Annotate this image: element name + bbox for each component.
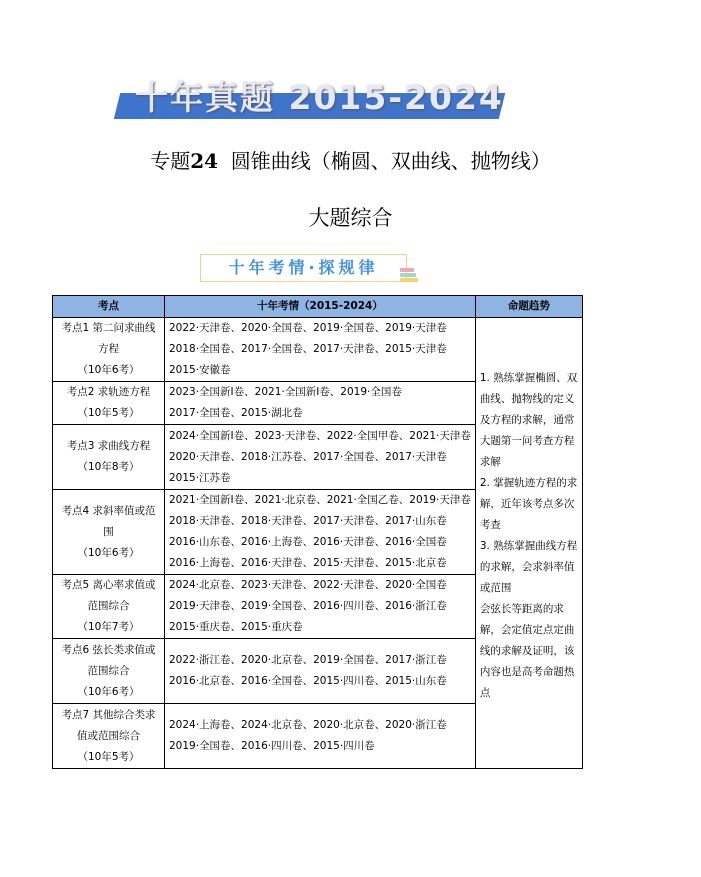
exam-line: 2024·上海卷、2024·北京卷、2020·北京卷、2020·浙江卷: [169, 719, 447, 731]
exams-cell: [165, 490, 476, 575]
point-line: 考点7 其他综合类求: [61, 708, 156, 721]
page-title: [0, 145, 701, 174]
point-cell: [53, 575, 165, 639]
point-line: 考点2 求轨迹方程: [66, 386, 151, 398]
point-line: 范围综合: [87, 600, 130, 612]
exam-line: 2018·天津卷、2018·天津卷、2017·天津卷、2017·山东卷: [169, 515, 447, 527]
exam-line: 2020·天津卷、2018·江苏卷、2017·全国卷、2017·天津卷: [169, 450, 447, 463]
exams-cell: [165, 382, 476, 425]
exam-line: 2018·全国卷、2017·全国卷、2017·天津卷、2015·天津卷: [169, 343, 447, 355]
point-line: 考点6 弦长类求值或: [61, 643, 156, 656]
trend-cell: [475, 318, 582, 769]
point-line: 考点5 离心率求值或: [61, 579, 156, 591]
exams-cell: [165, 639, 476, 704]
point-cell: [53, 490, 165, 575]
banner-title: 十年真题 2015-2024: [135, 78, 504, 117]
point-line: （10年8考）: [77, 461, 140, 473]
exams-cell: [165, 575, 476, 639]
point-line: （10年5考）: [77, 407, 140, 419]
point-line: （10年6考）: [77, 364, 140, 376]
point-line: 范围综合: [87, 664, 130, 677]
exam-line: 2024·北京卷、2023·天津卷、2022·天津卷、2020·全国卷: [169, 579, 447, 591]
point-cell: [53, 382, 165, 425]
header-exams: 十年考情（2015-2024）: [165, 296, 476, 318]
point-line: 围: [103, 525, 114, 538]
exam-line: 2016·山东卷、2016·上海卷、2016·天津卷、2016·全国卷: [169, 536, 447, 548]
exam-table: [52, 295, 583, 769]
exams-cell: [165, 318, 476, 382]
point-line: （10年5考）: [77, 750, 140, 763]
exam-line: 2019·天津卷、2019·全国卷、2016·四川卷、2016·浙江卷: [169, 600, 447, 612]
exam-line: 2021·全国新I卷、2021·北京卷、2021·全国乙卷、2019·天津卷: [169, 494, 471, 506]
point-line: 方程: [98, 343, 119, 355]
trend-item: 3. 熟练掌握曲线方程的求解，会求斜率值或范围: [479, 540, 578, 594]
point-line: （10年6考）: [77, 546, 140, 559]
trend-item: 2. 掌握轨迹方程的求解，近年该考点多次考查: [479, 477, 578, 531]
point-cell: [53, 639, 165, 704]
exams-cell: [165, 704, 476, 769]
title-number: 24: [190, 149, 219, 173]
exam-line: 2019·全国卷、2016·四川卷、2015·四川卷: [169, 740, 375, 752]
trend-item: 会弦长等距离的求解，会定值定点定曲线的求解及证明，该内容也是高考命题热点: [479, 603, 575, 699]
point-line: （10年7考）: [77, 621, 140, 633]
section-badge: 十年考情·探规律: [200, 254, 407, 282]
books-icon: [400, 268, 418, 282]
exam-line: 2017·全国卷、2015·湖北卷: [169, 407, 303, 419]
exam-line: 2015·重庆卷、2015·重庆卷: [169, 621, 303, 633]
title-text: 圆锥曲线（椭圆、双曲线、抛物线）: [230, 149, 551, 173]
trend-item: 1. 熟练掌握椭圆、双曲线、抛物线的定义及方程的求解，通常大题第一问考查方程求解: [479, 372, 578, 468]
point-line: 考点1 第二问求曲线: [61, 322, 156, 334]
title-prefix: 专题: [150, 149, 191, 173]
table-row: [53, 318, 583, 382]
point-line: 考点4 求斜率值或范: [61, 504, 156, 517]
exam-line: 2022·浙江卷、2020·北京卷、2019·全国卷、2017·浙江卷: [169, 654, 447, 666]
exam-line: 2024·全国新I卷、2023·天津卷、2022·全国甲卷、2021·天津卷: [169, 429, 471, 442]
exam-line: 2015·安徽卷: [169, 364, 231, 376]
exams-cell: [165, 425, 476, 490]
exam-line: 2016·上海卷、2016·天津卷、2015·天津卷、2015·北京卷: [169, 557, 447, 569]
exam-line: 2015·江苏卷: [169, 471, 231, 484]
table-header-row: [53, 296, 583, 318]
point-cell: [53, 425, 165, 490]
page-subtitle: 大题综合: [308, 206, 393, 230]
exam-line: 2016·北京卷、2016·全国卷、2015·四川卷、2015·山东卷: [169, 675, 447, 687]
header-trend: 命题趋势: [475, 296, 582, 318]
point-line: （10年6考）: [77, 685, 140, 698]
point-line: 考点3 求曲线方程: [66, 440, 151, 452]
exam-line: 2022·天津卷、2020·全国卷、2019·全国卷、2019·天津卷: [169, 322, 447, 334]
header-point: 考点: [53, 296, 165, 318]
point-cell: [53, 704, 165, 769]
exam-line: 2023·全国新I卷、2021·全国新I卷、2019·全国卷: [169, 386, 402, 398]
point-cell: [53, 318, 165, 382]
point-line: 值或范围综合: [77, 729, 140, 742]
